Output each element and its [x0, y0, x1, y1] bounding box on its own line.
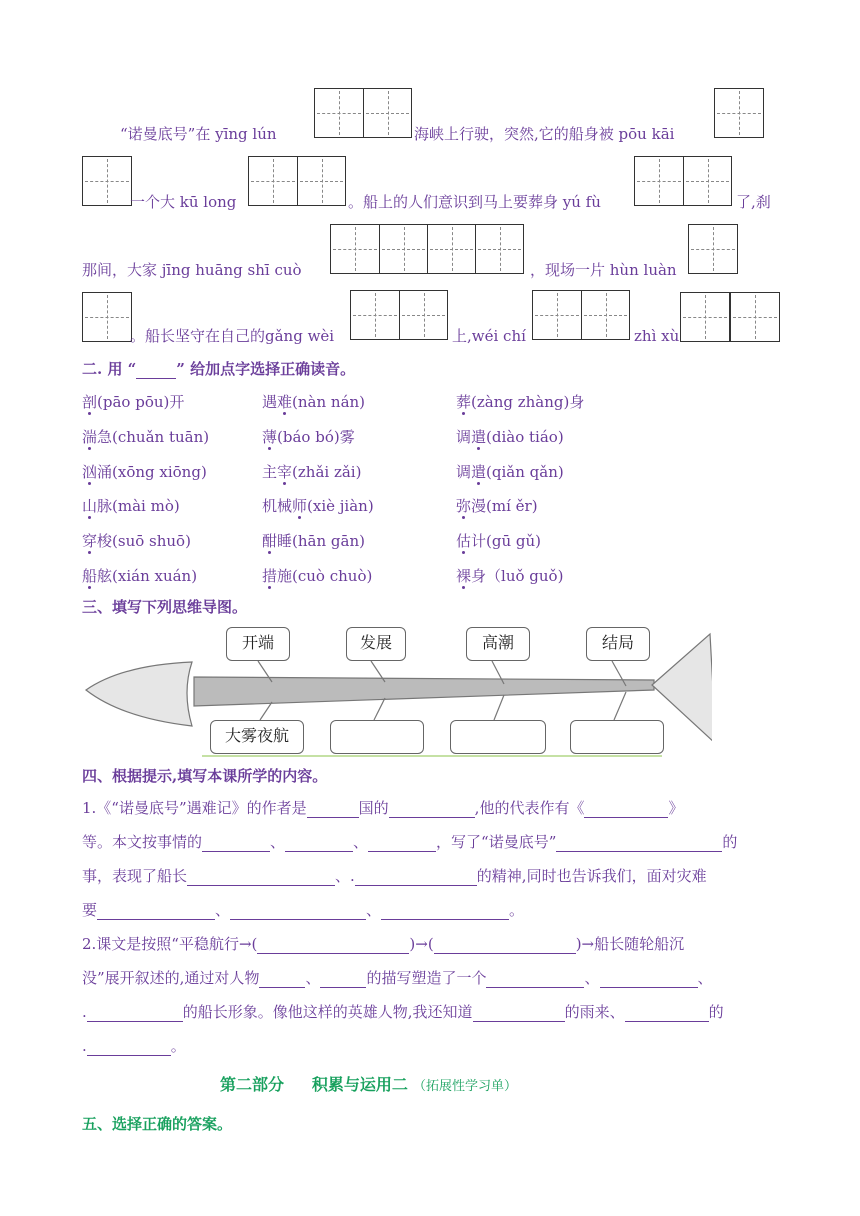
q1-line1 — [82, 798, 683, 818]
text: 、. — [335, 867, 355, 885]
underline-sample — [136, 362, 176, 379]
text: )→船长随轮船沉 — [575, 935, 685, 953]
text: (xiè jiàn) — [307, 497, 374, 516]
blank[interactable] — [486, 971, 584, 988]
blank[interactable] — [473, 1005, 565, 1022]
fish-head — [86, 662, 192, 726]
writing-grid[interactable] — [532, 290, 630, 340]
part-2-subtitle: （拓展性学习单） — [412, 1079, 517, 1094]
dotted-character: 剖 — [82, 393, 98, 411]
dotted-character: 措 — [262, 567, 278, 585]
text: 一个大 kū long — [130, 193, 237, 211]
connector — [374, 698, 385, 720]
text: 计(gū gǔ) — [471, 532, 542, 551]
fishbone-answer-first: 大雾夜航 — [210, 720, 304, 754]
pronunciation-item — [456, 496, 538, 516]
part-2-title: 第二部分 积累与运用二 — [220, 1075, 408, 1094]
text: (nàn nán) — [292, 393, 366, 411]
writing-grid[interactable] — [350, 290, 448, 340]
pronunciation-item — [82, 392, 184, 412]
dotted-character: 遣 — [471, 427, 487, 446]
text: (báo bó)雾 — [277, 427, 355, 446]
text: . — [82, 1037, 87, 1055]
text: 、 — [584, 969, 600, 987]
fishbone-answer-box[interactable] — [450, 720, 546, 754]
fish-spine — [194, 677, 654, 706]
text: 舷(xián xuán) — [97, 567, 198, 585]
text: 主 — [262, 462, 278, 481]
text: 国的 — [358, 799, 389, 817]
text: 1.《“诺曼底号”遇难记》的作者是 — [82, 799, 307, 817]
fishbone-label-ending: 结局 — [586, 627, 650, 661]
connector — [494, 695, 504, 720]
dotted-character: 葬 — [456, 393, 472, 411]
blank[interactable] — [381, 903, 509, 920]
q1-line3 — [82, 866, 707, 886]
blank[interactable] — [355, 869, 477, 886]
writing-grid[interactable] — [688, 224, 738, 274]
text: zhì xù — [634, 327, 680, 345]
section-2-title — [82, 358, 355, 379]
q2-line4 — [82, 1036, 186, 1056]
pronunciation-item — [456, 462, 564, 482]
pronunciation-item — [456, 531, 541, 551]
fishbone-label-development: 发展 — [346, 627, 406, 661]
blank[interactable] — [230, 903, 366, 920]
writing-grid[interactable] — [730, 292, 780, 342]
blank[interactable] — [87, 1039, 171, 1056]
text: (diào tiáo) — [486, 427, 564, 446]
text: 。 — [170, 1037, 186, 1055]
text: 漫(mí ěr) — [471, 497, 538, 516]
dotted-character: 裸 — [456, 567, 472, 585]
text: 涌(xōng xiōng) — [97, 462, 207, 481]
text: 的精神,同时也告诉我们，面对灾难 — [476, 867, 707, 885]
pronunciation-item — [262, 531, 365, 551]
q2-line3 — [82, 1002, 724, 1022]
blank[interactable] — [259, 971, 305, 988]
blank[interactable] — [257, 937, 409, 954]
pronunciation-item — [82, 427, 209, 447]
pronunciation-item — [262, 496, 374, 516]
text: (zàng zhàng)身 — [471, 393, 585, 411]
pronunciation-item — [262, 392, 365, 412]
blank[interactable] — [556, 835, 722, 852]
text: 。 — [509, 901, 525, 919]
text: 。船上的人们意识到马上要葬身 yú fù — [348, 193, 601, 211]
pronunciation-item — [262, 427, 355, 447]
q1-line4 — [82, 900, 524, 920]
blank[interactable] — [87, 1005, 183, 1022]
pronunciation-item — [262, 462, 361, 482]
text: 、 — [366, 901, 382, 919]
text: 那间，大家 jīng huāng shī cuò — [82, 261, 302, 279]
text: . — [82, 1003, 87, 1021]
writing-grid[interactable] — [714, 88, 764, 138]
text: 遇 — [262, 393, 278, 411]
q2-line1 — [82, 934, 684, 954]
pronunciation-item — [456, 427, 564, 447]
text: 调 — [456, 462, 472, 481]
fishbone-label-start: 开端 — [226, 627, 290, 661]
text: 、 — [215, 901, 231, 919]
text: 的描写塑造了一个 — [366, 969, 487, 987]
text: 海峡上行驶，突然,它的船身被 pōu kāi — [414, 125, 675, 143]
pronunciation-item — [82, 531, 191, 551]
text: 的 — [722, 833, 738, 851]
pronunciation-item — [262, 566, 372, 586]
fishbone-label-climax: 高潮 — [466, 627, 530, 661]
text: 、 — [305, 969, 321, 987]
section-3-title: 三、填写下列思维导图。 — [82, 598, 248, 616]
text: (pāo pōu)开 — [97, 393, 185, 411]
blank[interactable] — [285, 835, 353, 852]
text: (qiǎn qǎn) — [486, 462, 564, 481]
text: “诺曼底号”在 yīng lún — [120, 125, 277, 143]
blank[interactable] — [368, 835, 436, 852]
dotted-character: 遣 — [471, 462, 487, 481]
text: 、 — [353, 833, 369, 851]
text: 施(cuò chuò) — [277, 567, 373, 585]
text: 脉(mài mò) — [97, 497, 180, 516]
text: )→( — [409, 935, 434, 953]
text: 梭(suō shuō) — [97, 532, 191, 551]
text: ，现场一片 hùn luàn — [530, 261, 677, 279]
text: 的船长形象。像他这样的英雄人物,我还知道 — [182, 1003, 473, 1021]
dotted-character: 估 — [456, 532, 472, 551]
section-5-title: 五、选择正确的答案。 — [82, 1115, 233, 1133]
writing-grid[interactable] — [330, 224, 524, 274]
section-4-title: 四、根据提示,填写本课所学的内容。 — [82, 767, 328, 785]
text: 身（luǒ guǒ) — [471, 567, 564, 585]
pronunciation-item — [82, 462, 207, 482]
text: 上,wéi chí — [452, 327, 526, 345]
blank[interactable] — [320, 971, 366, 988]
dotted-character: 酣 — [262, 532, 278, 551]
text: 等。本文按事情的 — [82, 833, 203, 851]
dotted-character: 薄 — [262, 427, 278, 446]
text: 》 — [668, 799, 684, 817]
blank[interactable] — [187, 869, 335, 886]
writing-grid[interactable] — [314, 88, 412, 138]
text: 2.课文是按照“平稳航行→( — [82, 935, 258, 953]
dotted-character: 汹 — [82, 462, 98, 481]
dotted-character: 船 — [82, 567, 98, 585]
blank[interactable] — [389, 801, 475, 818]
title-part: 二. 用 “ — [82, 360, 137, 378]
text: 、 — [697, 969, 713, 987]
writing-grid[interactable] — [248, 156, 346, 206]
q1-line2 — [82, 832, 737, 852]
pronunciation-item — [456, 392, 584, 412]
writing-grid[interactable] — [82, 292, 132, 342]
blank[interactable] — [202, 835, 270, 852]
q2-line2 — [82, 968, 713, 988]
title-part: ” 给加点字选择正确读音。 — [176, 360, 356, 378]
text: 调 — [456, 427, 472, 446]
dotted-character: 湍 — [82, 427, 98, 446]
text: 的 — [708, 1003, 724, 1021]
pronunciation-item — [82, 496, 180, 516]
text: (zhǎi zǎi) — [292, 462, 362, 481]
blank[interactable] — [434, 937, 576, 954]
text: ,他的代表作有《 — [474, 799, 585, 817]
blank[interactable] — [600, 971, 698, 988]
writing-grid[interactable] — [634, 156, 732, 206]
text: 急(chuǎn tuān) — [97, 427, 210, 446]
dotted-character: 弥 — [456, 497, 472, 516]
dotted-character: 难 — [277, 393, 293, 411]
text: 、 — [270, 833, 286, 851]
connector — [614, 692, 626, 720]
blank[interactable] — [97, 903, 215, 920]
text: 睡(hān gān) — [277, 532, 365, 551]
part-2-heading — [220, 1072, 517, 1095]
text: 事，表现了船长 — [82, 867, 188, 885]
text: 要 — [82, 901, 98, 919]
blank[interactable] — [625, 1005, 709, 1022]
text: 机械 — [262, 497, 293, 516]
text: 的雨来、 — [564, 1003, 625, 1021]
pronunciation-item — [82, 566, 197, 586]
text: 。船长坚守在自己的gǎng wèi — [130, 327, 335, 345]
text: 了,刹 — [736, 193, 771, 211]
fishbone-answer-box[interactable] — [330, 720, 424, 754]
blank[interactable] — [307, 801, 359, 818]
dotted-character: 师 — [292, 497, 308, 516]
dotted-character: 宰 — [277, 462, 293, 481]
fishbone-answer-box[interactable] — [570, 720, 664, 754]
dotted-character: 山 — [82, 497, 98, 516]
dotted-character: 穿 — [82, 532, 98, 551]
connector — [260, 702, 272, 720]
writing-grid[interactable] — [680, 292, 730, 342]
blank[interactable] — [584, 801, 668, 818]
text: ，写了“诺曼底号” — [436, 833, 557, 851]
text: 没”展开叙述的,通过对人物 — [82, 969, 260, 987]
pronunciation-item — [456, 566, 563, 586]
writing-grid[interactable] — [82, 156, 132, 206]
